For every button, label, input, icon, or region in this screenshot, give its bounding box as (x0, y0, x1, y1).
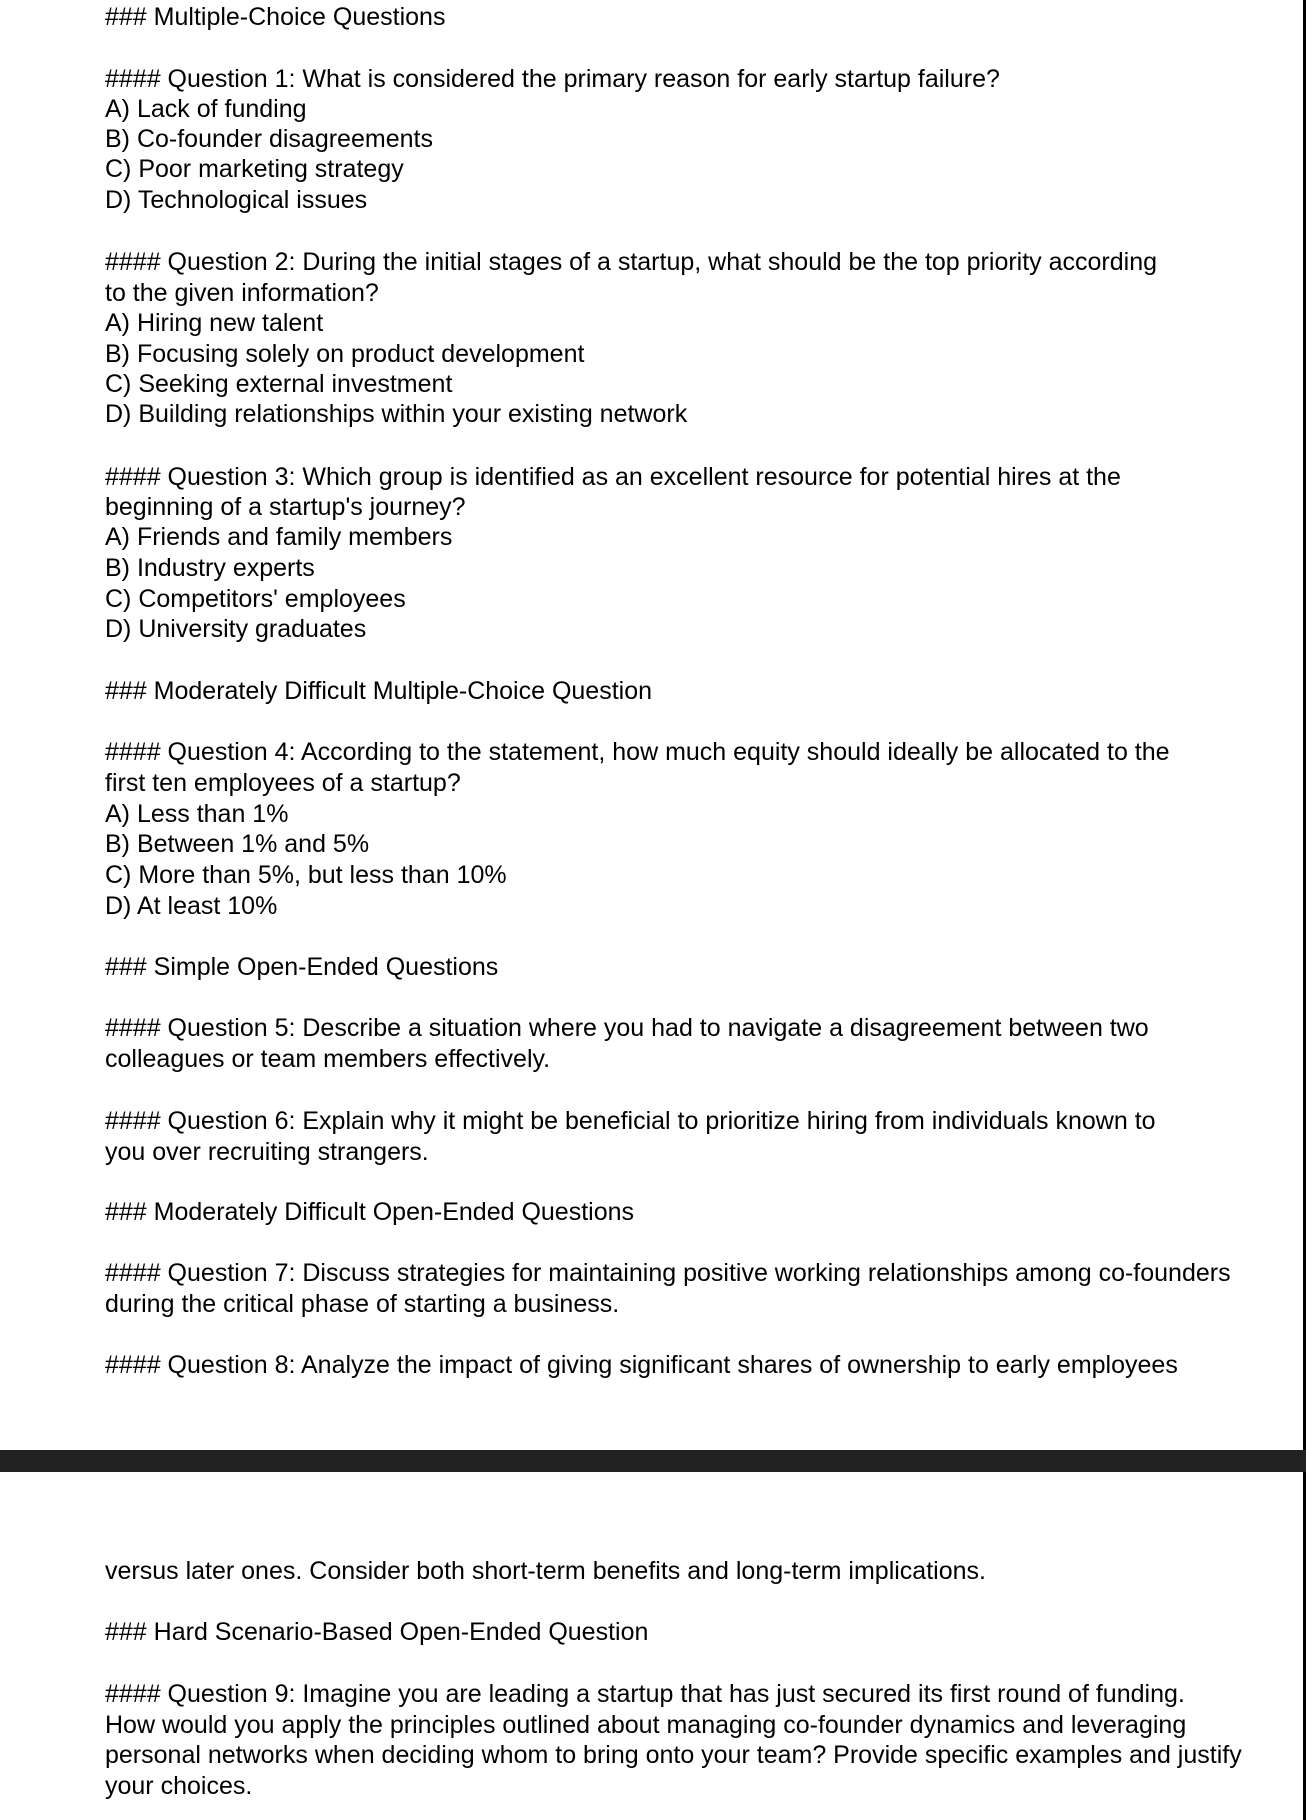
section-heading-simple-open-ended: ### Simple Open-Ended Questions (105, 953, 499, 981)
question-2-option-b: B) Focusing solely on product development (105, 340, 585, 368)
document-page-bottom (0, 1472, 1306, 1820)
question-1-title: #### Question 1: What is considered the primary reason for early startup failure? (105, 65, 1000, 93)
question-2-option-c: C) Seeking external investment (105, 370, 453, 398)
question-6-title-cont: you over recruiting strangers. (105, 1138, 429, 1166)
section-heading-moderate-open-ended: ### Moderately Difficult Open-Ended Questions (105, 1198, 635, 1226)
question-7-title-cont: during the critical phase of starting a business. (105, 1290, 620, 1318)
question-7-title: #### Question 7: Discuss strategies for maintaining positive working relationships among co-founders (105, 1259, 1231, 1287)
question-8-title: #### Question 8: Analyze the impact of giving significant shares of ownership to early employees (105, 1351, 1178, 1379)
question-1-option-a: A) Lack of funding (105, 95, 307, 123)
page-divider (0, 1450, 1306, 1472)
section-heading-moderate-multiple-choice: ### Moderately Difficult Multiple-Choice Question (105, 677, 653, 705)
question-5-title: #### Question 5: Describe a situation where you had to navigate a disagreement between two (105, 1014, 1149, 1042)
question-6-title: #### Question 6: Explain why it might be beneficial to prioritize hiring from individuals known to (105, 1107, 1156, 1135)
question-4-option-b: B) Between 1% and 5% (105, 830, 370, 858)
question-3-option-c: C) Competitors' employees (105, 585, 406, 613)
question-9-title-cont-3: your choices. (105, 1772, 253, 1800)
question-8-title-cont: versus later ones. Consider both short-term benefits and long-term implications. (105, 1557, 986, 1585)
question-1-option-b: B) Co-founder disagreements (105, 125, 433, 153)
question-2-option-d: D) Building relationships within your existing network (105, 400, 688, 428)
question-9-title: #### Question 9: Imagine you are leading a startup that has just secured its first round of funding. (105, 1680, 1185, 1708)
question-4-option-a: A) Less than 1% (105, 800, 289, 828)
question-3-title-cont: beginning of a startup's journey? (105, 493, 466, 521)
question-3-title: #### Question 3: Which group is identified as an excellent resource for potential hires at the (105, 463, 1121, 491)
question-3-option-d: D) University graduates (105, 615, 367, 643)
question-3-option-a: A) Friends and family members (105, 523, 453, 551)
question-1-option-c: C) Poor marketing strategy (105, 155, 404, 183)
question-2-title-cont: to the given information? (105, 279, 379, 307)
question-4-option-c: C) More than 5%, but less than 10% (105, 861, 507, 889)
question-1-option-d: D) Technological issues (105, 186, 368, 214)
question-4-title: #### Question 4: According to the statement, how much equity should ideally be allocated to the (105, 738, 1170, 766)
question-4-option-d: D) At least 10% (105, 892, 278, 920)
question-2-option-a: A) Hiring new talent (105, 309, 324, 337)
question-2-title: #### Question 2: During the initial stages of a startup, what should be the top priority according (105, 248, 1158, 276)
question-9-title-cont-1: How would you apply the principles outlined about managing co-founder dynamics and leveraging (105, 1711, 1187, 1739)
question-9-title-cont-2: personal networks when deciding whom to bring onto your team? Provide specific examples and justify (105, 1741, 1242, 1769)
question-3-option-b: B) Industry experts (105, 554, 315, 582)
section-heading-multiple-choice: ### Multiple-Choice Questions (105, 3, 446, 31)
section-heading-hard-scenario: ### Hard Scenario-Based Open-Ended Question (105, 1618, 649, 1646)
question-5-title-cont: colleagues or team members effectively. (105, 1045, 551, 1073)
question-4-title-cont: first ten employees of a startup? (105, 769, 461, 797)
